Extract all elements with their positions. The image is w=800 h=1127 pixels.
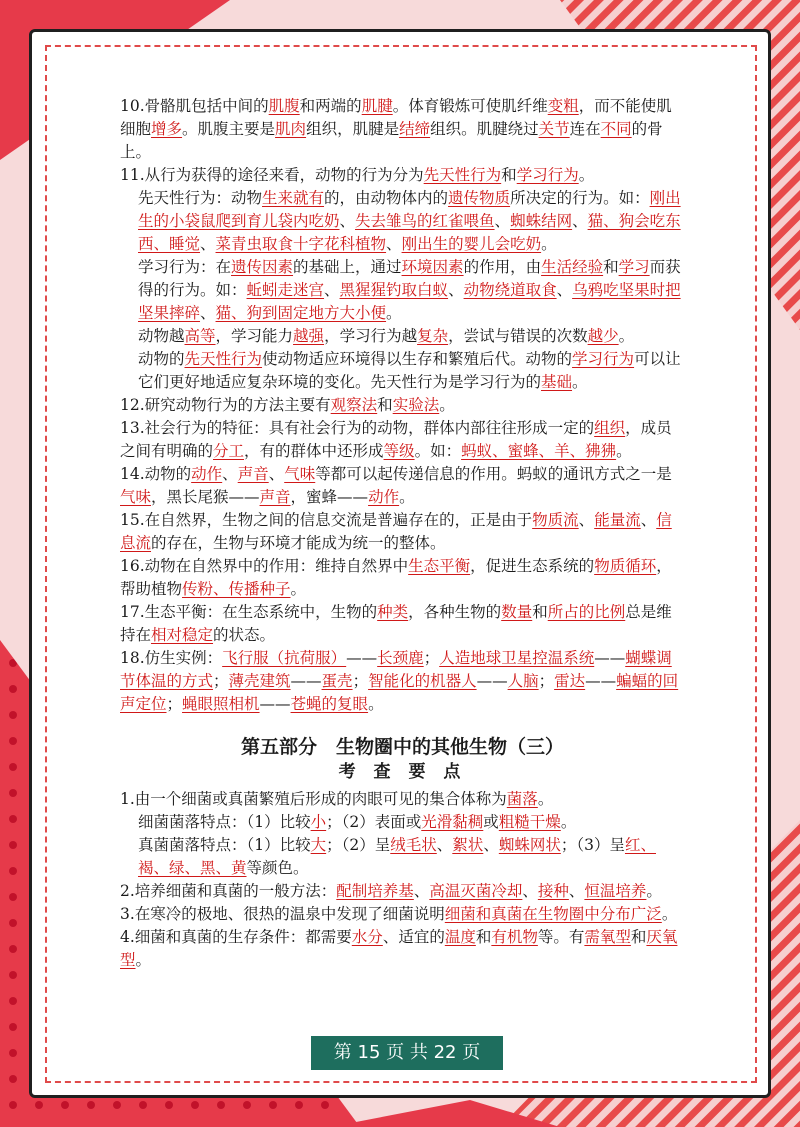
question-text: 细菌菌落特点：（1）比较 bbox=[138, 813, 311, 831]
answer-blank: 生态平衡 bbox=[408, 557, 471, 575]
answer-blank: 越少 bbox=[587, 327, 619, 345]
question-text: 、 bbox=[483, 836, 499, 854]
answer-blank: 环境因素 bbox=[401, 258, 464, 276]
paragraph bbox=[120, 417, 685, 463]
answer-blank: 红、褐、绿、黑、黄 bbox=[138, 836, 656, 877]
question-text: 、 bbox=[448, 281, 464, 299]
paragraph bbox=[120, 811, 685, 834]
answer-blank: 遗传因素 bbox=[231, 258, 294, 276]
answer-blank: 刚出生的婴儿会吃奶 bbox=[401, 235, 542, 253]
paragraph bbox=[120, 834, 685, 880]
question-text: —— bbox=[585, 672, 617, 690]
answer-blank: 菌落 bbox=[506, 790, 538, 808]
answer-blank: 变粗 bbox=[547, 97, 579, 115]
question-text: 16.动物在自然界中的作用：维持自然界中 bbox=[120, 557, 409, 575]
answer-blank: 遗传物质 bbox=[448, 189, 511, 207]
question-text: ，尝试与错误的次数 bbox=[448, 327, 588, 345]
answer-blank: 光滑黏稠 bbox=[421, 813, 484, 831]
answer-blank: 小 bbox=[310, 813, 327, 831]
answer-blank: 信息流 bbox=[120, 511, 672, 552]
paragraph bbox=[120, 95, 685, 164]
question-text: 。 bbox=[572, 373, 588, 391]
paragraph bbox=[120, 647, 685, 716]
question-text: ，学习能力 bbox=[215, 327, 294, 345]
question-text: 15.在自然界，生物之间的信息交流是普遍存在的，正是由于 bbox=[120, 511, 533, 529]
question-text: 连在 bbox=[569, 120, 601, 138]
answer-blank: 等级 bbox=[383, 442, 415, 460]
question-text: 和两端的 bbox=[299, 97, 362, 115]
question-text: ； bbox=[166, 695, 183, 713]
answer-blank: 气味 bbox=[120, 488, 152, 506]
answer-blank: 蛋壳 bbox=[321, 672, 353, 690]
answer-blank: 物质循环 bbox=[594, 557, 657, 575]
answer-blank: 动作 bbox=[368, 488, 400, 506]
answer-blank: 猫、狗会吃东西、睡觉 bbox=[138, 212, 681, 253]
answer-blank: 增多 bbox=[151, 120, 183, 138]
answer-blank: 飞行服（抗荷服） bbox=[222, 649, 347, 667]
question-text: 。 bbox=[368, 695, 384, 713]
question-text: —— bbox=[259, 695, 291, 713]
question-text: 18.仿生实例： bbox=[120, 649, 223, 667]
answer-blank: 絮状 bbox=[452, 836, 484, 854]
answer-blank: 动作 bbox=[191, 465, 223, 483]
answer-blank: 水分 bbox=[351, 928, 383, 946]
question-text: ；（2）呈 bbox=[326, 836, 391, 854]
answer-blank: 实验法 bbox=[392, 396, 440, 414]
answer-blank: 失去雏鸟的红雀喂鱼 bbox=[355, 212, 495, 230]
answer-blank: 声音 bbox=[259, 488, 291, 506]
answer-blank: 先天性行为 bbox=[184, 350, 263, 368]
question-text: ； bbox=[423, 649, 440, 667]
answer-blank: 温度 bbox=[444, 928, 476, 946]
question-text: 、 bbox=[200, 304, 216, 322]
question-text: ，学习行为越 bbox=[324, 327, 418, 345]
question-text: 3.在寒冷的极地、很热的温泉中发现了细菌说明 bbox=[120, 905, 445, 923]
paragraph bbox=[120, 555, 685, 601]
answer-blank: 蜘蛛结网 bbox=[510, 212, 573, 230]
question-text: ； bbox=[213, 672, 229, 690]
paragraph bbox=[120, 926, 685, 972]
question-text: ，促进生态系统的 bbox=[470, 557, 595, 575]
question-text: 、 bbox=[413, 882, 430, 900]
answer-blank: 种类 bbox=[377, 603, 409, 621]
answer-blank: 能量流 bbox=[594, 511, 641, 529]
question-text: —— bbox=[290, 672, 322, 690]
question-text: 。肌腹主要是 bbox=[182, 120, 276, 138]
question-text: 、 bbox=[268, 465, 285, 483]
answer-blank: 结缔 bbox=[399, 120, 431, 138]
question-text: 。 bbox=[537, 790, 554, 808]
question-text: 。 bbox=[661, 905, 678, 923]
paragraph bbox=[120, 187, 685, 256]
paragraph bbox=[120, 601, 685, 647]
answer-blank: 声音 bbox=[237, 465, 269, 483]
question-text: 组织，肌腱是 bbox=[306, 120, 400, 138]
question-text: ，黑长尾猴—— bbox=[151, 488, 260, 506]
question-text: 2.培养细菌和真菌的一般方法： bbox=[120, 882, 337, 900]
question-text: 。 bbox=[541, 235, 557, 253]
question-text: 、 bbox=[436, 836, 453, 854]
question-text: 、 bbox=[339, 212, 356, 230]
answer-blank: 人脑 bbox=[507, 672, 539, 690]
answer-blank: 肌腱 bbox=[361, 97, 393, 115]
answer-blank: 生活经验 bbox=[541, 258, 604, 276]
question-text: 真菌菌落特点：（1）比较 bbox=[138, 836, 311, 854]
question-text: 动物越 bbox=[138, 327, 185, 345]
question-text: 、 bbox=[522, 882, 538, 900]
question-text: 。 bbox=[578, 166, 595, 184]
question-text: 、 bbox=[494, 212, 511, 230]
paragraph bbox=[120, 880, 685, 903]
question-text: 。 bbox=[560, 813, 577, 831]
question-text: 的状态。 bbox=[213, 626, 276, 644]
answer-blank: 菜青虫取食十字花科植物 bbox=[215, 235, 387, 253]
section-title: 第五部分 生物圈中的其他生物（三） bbox=[240, 736, 564, 758]
answer-blank: 粗糙干燥 bbox=[498, 813, 561, 831]
question-text: 组织。肌腱绕过 bbox=[430, 120, 539, 138]
answer-blank: 气味 bbox=[284, 465, 316, 483]
answer-blank: 乌鸦吃坚果时把坚果摔碎 bbox=[138, 281, 681, 322]
paragraph bbox=[120, 348, 685, 394]
answer-blank: 智能化的机器人 bbox=[368, 672, 477, 690]
answer-blank: 学习行为 bbox=[572, 350, 635, 368]
question-text: 和 bbox=[377, 396, 393, 414]
question-text: 。 bbox=[386, 304, 402, 322]
answer-blank: 黑猩猩钓取白蚁 bbox=[339, 281, 449, 299]
answer-blank: 数量 bbox=[501, 603, 533, 621]
section-subtitle: 考 查 要 点 bbox=[338, 762, 467, 782]
answer-blank: 动物绕道取食 bbox=[463, 281, 557, 299]
question-text: 、 bbox=[222, 465, 238, 483]
question-text: 的存在，生物与环境才能成为统一的整体。 bbox=[151, 534, 446, 552]
question-text: 和 bbox=[603, 258, 619, 276]
question-text: 10.骨骼肌包括中间的 bbox=[120, 97, 269, 115]
answer-blank: 恒温培养 bbox=[584, 882, 647, 900]
answer-blank: 肌肉 bbox=[275, 120, 307, 138]
question-text: 等都可以起传递信息的作用。蚂蚁的通讯方式之一是 bbox=[315, 465, 672, 483]
answer-blank: 蚯蚓走迷宫 bbox=[246, 281, 325, 299]
answer-blank: 观察法 bbox=[330, 396, 378, 414]
question-text: 的基础上，通过 bbox=[293, 258, 402, 276]
answer-blank: 细菌和真菌在生物圈中分布广泛 bbox=[444, 905, 662, 923]
answer-blank: 接种 bbox=[537, 882, 569, 900]
question-text: 、 bbox=[200, 235, 216, 253]
question-text: ，帮助植物 bbox=[120, 557, 672, 598]
answer-blank: 蚂蚁、蜜蜂、羊、狒狒 bbox=[461, 442, 617, 460]
question-text: ；（3）呈 bbox=[560, 836, 625, 854]
answer-blank: 先天性行为 bbox=[423, 166, 502, 184]
answer-blank: 物质流 bbox=[532, 511, 579, 529]
paragraph bbox=[120, 463, 685, 509]
answer-blank: 高温灭菌冷却 bbox=[429, 882, 523, 900]
question-text: 所决定的行为。如： bbox=[510, 189, 650, 207]
question-text: 或 bbox=[483, 813, 499, 831]
answer-blank: 薄壳建筑 bbox=[228, 672, 291, 690]
question-text: —— bbox=[594, 649, 626, 667]
question-text: 和 bbox=[501, 166, 517, 184]
question-text: 。 bbox=[618, 327, 635, 345]
answer-blank: 关节 bbox=[538, 120, 570, 138]
question-text: 动物的 bbox=[138, 350, 185, 368]
answer-blank: 刚出生的小袋鼠爬到育儿袋内吃奶 bbox=[138, 189, 681, 230]
question-text: 14.动物的 bbox=[120, 465, 192, 483]
question-text: ，蜜蜂—— bbox=[290, 488, 369, 506]
answer-blank: 高等 bbox=[184, 327, 216, 345]
question-text: 而获得的行为。如： bbox=[138, 258, 681, 299]
question-text: 的作用，由 bbox=[463, 258, 542, 276]
question-text: 13.社会行为的特征：具有社会行为的动物，群体内部往往形成一定的 bbox=[120, 419, 595, 437]
question-text: 。 bbox=[616, 442, 632, 460]
answer-blank: 不同 bbox=[600, 120, 632, 138]
paragraph bbox=[120, 788, 685, 811]
question-text: 和 bbox=[532, 603, 548, 621]
question-text: 先天性行为：动物 bbox=[138, 189, 263, 207]
question-text: 、 bbox=[386, 235, 402, 253]
paragraph bbox=[120, 903, 685, 926]
knowledge-list-part5 bbox=[120, 788, 685, 972]
answer-blank: 分工 bbox=[213, 442, 245, 460]
answer-blank: 蝙蝠的回声定位 bbox=[120, 672, 679, 713]
question-text: 。 bbox=[646, 882, 662, 900]
question-text: 。 bbox=[135, 951, 152, 969]
question-text: ，各种生物的 bbox=[408, 603, 502, 621]
question-text: 使动物适应环境得以生存和繁殖后代。动物的 bbox=[262, 350, 573, 368]
question-text: 1.由一个细菌或真菌繁殖后形成的肉眼可见的集合体称为 bbox=[120, 790, 507, 808]
question-text: 12.研究动物行为的方法主要有 bbox=[120, 396, 331, 414]
paragraph bbox=[120, 325, 685, 348]
question-text: 、 bbox=[572, 212, 588, 230]
question-text: 等颜色。 bbox=[246, 859, 309, 877]
answer-blank: 厌氧型 bbox=[120, 928, 678, 969]
question-text: 学习行为：在 bbox=[138, 258, 232, 276]
question-text: 11.从行为获得的途径来看，动物的行为分为 bbox=[120, 166, 424, 184]
paragraph bbox=[120, 164, 685, 187]
answer-blank: 蜘蛛网状 bbox=[498, 836, 561, 854]
knowledge-list-part4 bbox=[120, 95, 685, 716]
answer-blank: 蝴蝶调节体温的方式 bbox=[120, 649, 672, 690]
question-text: 总是维持在 bbox=[120, 603, 672, 644]
paragraph bbox=[120, 256, 685, 325]
question-text: 、 bbox=[578, 511, 595, 529]
question-text: 、 bbox=[556, 281, 573, 299]
answer-blank: 大 bbox=[310, 836, 327, 854]
answer-blank: 越强 bbox=[293, 327, 325, 345]
answer-blank: 复杂 bbox=[417, 327, 449, 345]
answer-blank: 学习 bbox=[618, 258, 650, 276]
answer-blank: 需氧型 bbox=[584, 928, 631, 946]
question-text: 4.细菌和真菌的生存条件：都需要 bbox=[120, 928, 352, 946]
question-text: 。 bbox=[290, 580, 307, 598]
question-text: ，而不能使肌细胞 bbox=[120, 97, 672, 138]
question-text: 、 bbox=[324, 281, 340, 299]
question-text: 的骨上。 bbox=[120, 120, 663, 161]
question-text: 。如： bbox=[414, 442, 462, 460]
question-text: 和 bbox=[475, 928, 492, 946]
question-text: ；（2）表面或 bbox=[326, 813, 422, 831]
question-text: 。体育锻炼可使肌纤维 bbox=[392, 97, 548, 115]
answer-blank: 组织 bbox=[594, 419, 626, 437]
paragraph bbox=[120, 394, 685, 417]
question-text: 和 bbox=[630, 928, 647, 946]
question-text: ，成员之间有明确的 bbox=[120, 419, 672, 460]
question-text: 、 bbox=[640, 511, 657, 529]
answer-blank: 所占的比例 bbox=[547, 603, 626, 621]
answer-blank: 生来就有 bbox=[262, 189, 325, 207]
question-text: ； bbox=[352, 672, 369, 690]
question-text: 的，由动物体内的 bbox=[324, 189, 449, 207]
question-text: 、 bbox=[568, 882, 585, 900]
answer-blank: 人造地球卫星控温系统 bbox=[439, 649, 595, 667]
answer-blank: 基础 bbox=[541, 373, 573, 391]
answer-blank: 苍蝇的复眼 bbox=[290, 695, 369, 713]
question-text: 。 bbox=[399, 488, 415, 506]
answer-blank: 长颈鹿 bbox=[377, 649, 424, 667]
question-text: 可以让它们更好地适应复杂环境的变化。先天性行为是学习行为的 bbox=[138, 350, 681, 391]
page-content bbox=[120, 95, 685, 972]
question-text: 17.生态平衡：在生态系统中，生物的 bbox=[120, 603, 378, 621]
answer-blank: 相对稳定 bbox=[151, 626, 214, 644]
paragraph bbox=[120, 509, 685, 555]
answer-blank: 有机物 bbox=[491, 928, 538, 946]
answer-blank: 传粉、传播种子 bbox=[182, 580, 291, 598]
question-text: —— bbox=[476, 672, 508, 690]
question-text: 、适宜的 bbox=[382, 928, 445, 946]
question-text: 。 bbox=[439, 396, 455, 414]
page-number-badge: 第 15 页 共 22 页 bbox=[311, 1036, 503, 1070]
question-text: —— bbox=[346, 649, 378, 667]
answer-blank: 绒毛状 bbox=[390, 836, 437, 854]
answer-blank: 肌腹 bbox=[268, 97, 300, 115]
answer-blank: 学习行为 bbox=[516, 166, 579, 184]
answer-blank: 雷达 bbox=[554, 672, 586, 690]
question-text: 等。有 bbox=[537, 928, 585, 946]
question-text: ，有的群体中还形成 bbox=[244, 442, 384, 460]
answer-blank: 猫、狗到固定地方大小便 bbox=[215, 304, 387, 322]
answer-blank: 蝇眼照相机 bbox=[182, 695, 260, 713]
question-text: ； bbox=[538, 672, 555, 690]
answer-blank: 配制培养基 bbox=[336, 882, 414, 900]
